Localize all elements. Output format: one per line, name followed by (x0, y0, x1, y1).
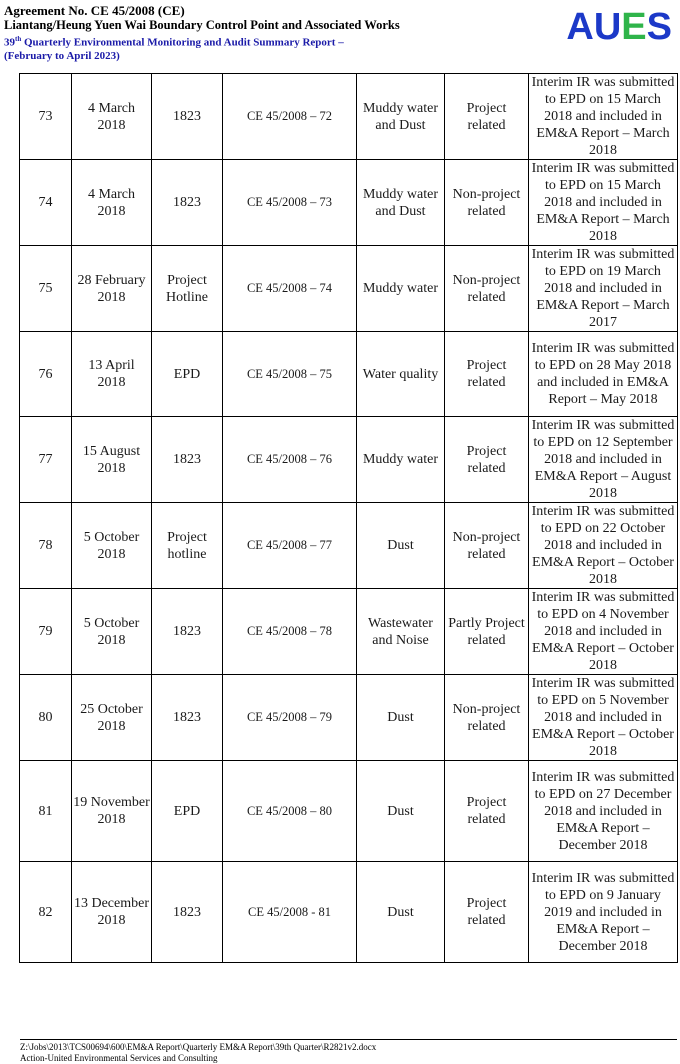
complaint-date: 15 August 2018 (72, 417, 152, 503)
complaint-date: 25 October 2018 (72, 675, 152, 761)
complaint-date: 4 March 2018 (72, 74, 152, 160)
complaint-remarks: Interim IR was submitted to EPD on 15 March 2018 and included in EM&A Report – March 2018 (529, 160, 678, 246)
complaint-status: Non-project related (445, 160, 529, 246)
complaint-nature: Muddy water (357, 417, 445, 503)
complaint-reference: CE 45/2008 – 77 (223, 503, 357, 589)
table-row (20, 589, 678, 675)
complaint-reference: CE 45/2008 - 81 (223, 862, 357, 963)
report-title: 39th Quarterly Environmental Monitoring and Audit Summary Report – (4, 35, 344, 49)
table-row (20, 160, 678, 246)
report-period: (February to April 2023) (4, 49, 120, 62)
complaint-reference: CE 45/2008 – 79 (223, 675, 357, 761)
company-name: Action-United Environmental Services and Consulting (20, 1053, 218, 1063)
complaint-remarks: Interim IR was submitted to EPD on 4 November 2018 and included in EM&A Report – October 2018 (529, 589, 678, 675)
complaint-date: 5 October 2018 (72, 503, 152, 589)
received-from: 1823 (152, 74, 223, 160)
complaint-reference: CE 45/2008 – 73 (223, 160, 357, 246)
complaint-nature: Muddy water (357, 246, 445, 332)
table-row (20, 246, 678, 332)
complaint-nature: Dust (357, 503, 445, 589)
complaint-number: 80 (20, 675, 72, 761)
complaint-remarks: Interim IR was submitted to EPD on 12 September 2018 and included in EM&A Report – August 2018 (529, 417, 678, 503)
received-from: 1823 (152, 160, 223, 246)
complaint-nature: Dust (357, 675, 445, 761)
complaint-remarks: Interim IR was submitted to EPD on 19 March 2018 and included in EM&A Report – March 2017 (529, 246, 678, 332)
complaint-status: Project related (445, 74, 529, 160)
complaint-nature: Muddy water and Dust (357, 74, 445, 160)
received-from: 1823 (152, 589, 223, 675)
complaint-status: Project related (445, 417, 529, 503)
complaint-reference: CE 45/2008 – 78 (223, 589, 357, 675)
agreement-number: Agreement No. CE 45/2008 (CE) (4, 3, 185, 18)
complaint-nature: Dust (357, 761, 445, 862)
file-path: Z:\Jobs\2013\TCS00694\600\EM&A Report\Quarterly EM&A Report\39th Quarter\R2821v2.docx (20, 1042, 377, 1052)
complaint-number: 81 (20, 761, 72, 862)
complaint-status: Partly Project related (445, 589, 529, 675)
received-from: 1823 (152, 417, 223, 503)
table-row (20, 417, 678, 503)
table-row (20, 761, 678, 862)
complaint-reference: CE 45/2008 – 72 (223, 74, 357, 160)
complaint-number: 82 (20, 862, 72, 963)
complaint-status: Project related (445, 761, 529, 862)
complaint-number: 79 (20, 589, 72, 675)
complaint-number: 74 (20, 160, 72, 246)
table-row (20, 675, 678, 761)
received-from: Project Hotline (152, 246, 223, 332)
complaint-reference: CE 45/2008 – 80 (223, 761, 357, 862)
complaint-status: Non-project related (445, 246, 529, 332)
complaint-date: 28 February 2018 (72, 246, 152, 332)
received-from: 1823 (152, 675, 223, 761)
complaint-number: 78 (20, 503, 72, 589)
complaint-date: 13 December 2018 (72, 862, 152, 963)
table-row (20, 74, 678, 160)
complaint-number: 73 (20, 74, 72, 160)
project-title: Liantang/Heung Yuen Wai Boundary Control Point and Associated Works (4, 18, 400, 32)
complaint-remarks: Interim IR was submitted to EPD on 5 November 2018 and included in EM&A Report – October 2018 (529, 675, 678, 761)
complaint-number: 77 (20, 417, 72, 503)
complaint-nature: Water quality (357, 332, 445, 417)
complaint-status: Project related (445, 332, 529, 417)
complaint-status: Non-project related (445, 675, 529, 761)
complaint-date: 4 March 2018 (72, 160, 152, 246)
table-row (20, 503, 678, 589)
received-from: EPD (152, 332, 223, 417)
complaint-log-table (19, 73, 678, 963)
complaint-number: 75 (20, 246, 72, 332)
complaint-date: 19 November 2018 (72, 761, 152, 862)
table-row (20, 332, 678, 417)
complaint-remarks: Interim IR was submitted to EPD on 28 May 2018 and included in EM&A Report – May 2018 (529, 332, 678, 417)
complaint-remarks: Interim IR was submitted to EPD on 27 December 2018 and included in EM&A Report – December 2018 (529, 761, 678, 862)
received-from: Project hotline (152, 503, 223, 589)
complaint-date: 5 October 2018 (72, 589, 152, 675)
complaint-remarks: Interim IR was submitted to EPD on 15 March 2018 and included in EM&A Report – March 2018 (529, 74, 678, 160)
aues-logo: AUES (566, 6, 672, 48)
report-header (4, 3, 524, 63)
complaint-reference: CE 45/2008 – 76 (223, 417, 357, 503)
complaint-reference: CE 45/2008 – 75 (223, 332, 357, 417)
complaint-reference: CE 45/2008 – 74 (223, 246, 357, 332)
complaint-remarks: Interim IR was submitted to EPD on 9 January 2019 and included in EM&A Report – December 2018 (529, 862, 678, 963)
complaint-number: 76 (20, 332, 72, 417)
table-row (20, 862, 678, 963)
page-footer (20, 1039, 677, 1064)
complaint-nature: Wastewater and Noise (357, 589, 445, 675)
complaint-nature: Dust (357, 862, 445, 963)
received-from: EPD (152, 761, 223, 862)
received-from: 1823 (152, 862, 223, 963)
complaint-date: 13 April 2018 (72, 332, 152, 417)
complaint-status: Project related (445, 862, 529, 963)
complaint-nature: Muddy water and Dust (357, 160, 445, 246)
complaint-remarks: Interim IR was submitted to EPD on 22 October 2018 and included in EM&A Report – October 2018 (529, 503, 678, 589)
complaint-status: Non-project related (445, 503, 529, 589)
